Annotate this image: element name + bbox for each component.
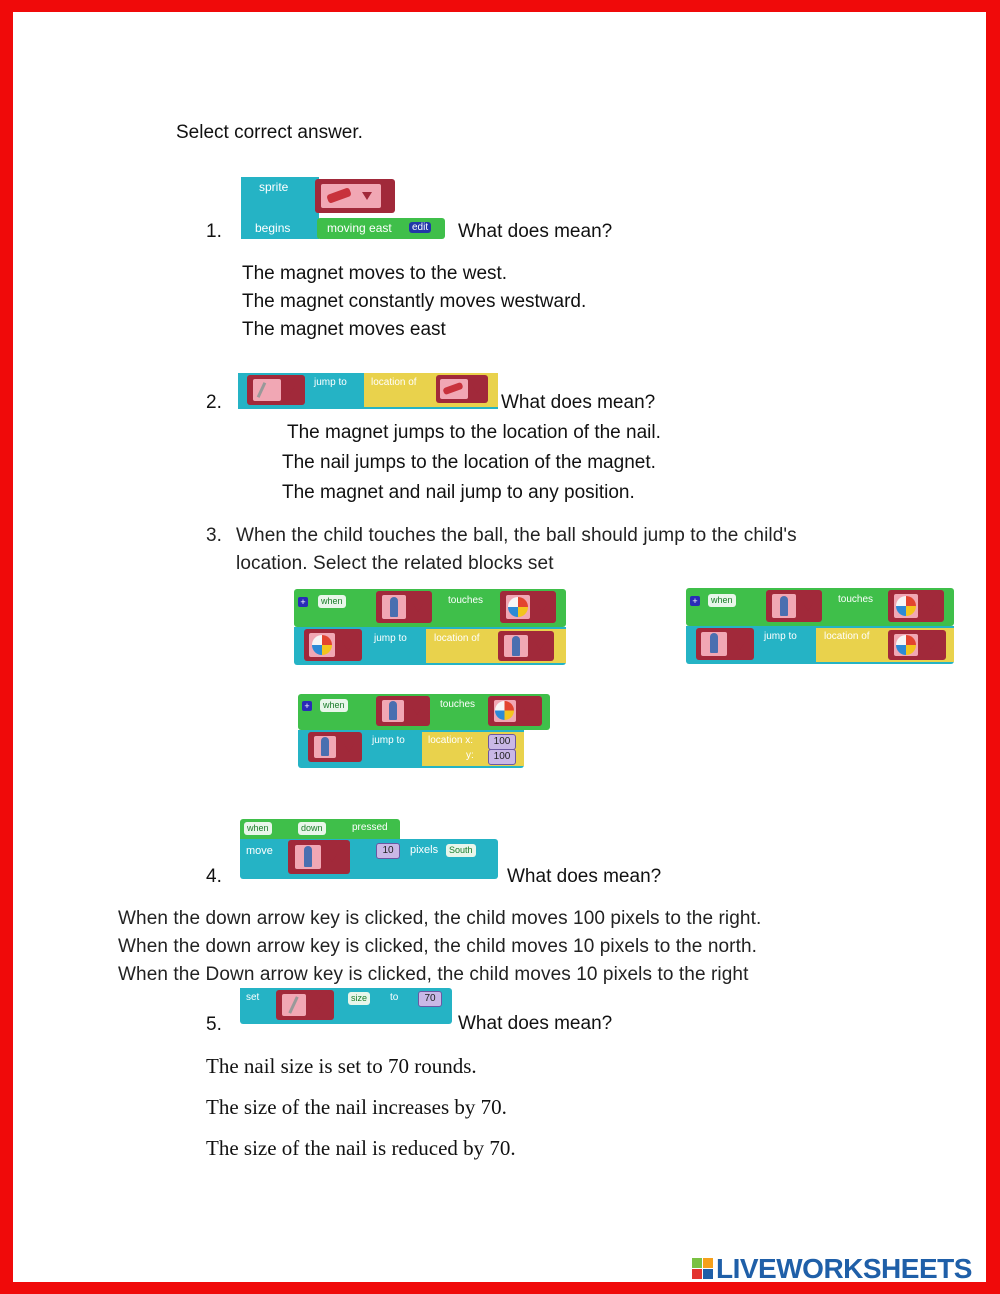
key-dropdown: down: [298, 822, 326, 835]
q1-option-1[interactable]: The magnet moves to the west.: [242, 263, 508, 284]
plus-icon: +: [690, 596, 700, 606]
liveworksheets-logo-icon: [692, 1258, 714, 1280]
instruction-text: Select correct answer.: [176, 122, 363, 143]
location-label: location of: [824, 631, 870, 642]
child-icon: [321, 737, 329, 756]
ball-icon: [495, 701, 514, 720]
when-dropdown: when: [318, 595, 346, 608]
q4-prompt: What does mean?: [507, 866, 662, 887]
child-icon: [390, 597, 398, 617]
touches-label: touches: [448, 595, 484, 606]
q2-number: 2.: [206, 392, 222, 413]
q1-prompt: What does mean?: [458, 221, 613, 242]
q5-number: 5.: [206, 1014, 222, 1035]
q4-option-1[interactable]: When the down arrow key is clicked, the child moves 100 pixels to the right.: [118, 908, 762, 929]
child-icon: [780, 596, 788, 616]
location-x-label: location x:: [428, 735, 474, 746]
q1-begins-label: begins: [255, 221, 291, 235]
plus-icon: +: [302, 701, 312, 711]
touches-label: touches: [838, 594, 874, 605]
q1-number: 1.: [206, 221, 222, 242]
q5-code-block: [240, 988, 452, 1024]
jump-label: jump to: [372, 735, 405, 746]
q2-option-2[interactable]: The nail jumps to the location of the magnet.: [282, 452, 656, 473]
pixels-value-field: 10: [376, 843, 400, 859]
liveworksheets-logo-text: LIVEWORKSHEETS: [716, 1253, 972, 1284]
location-label: location of: [434, 633, 480, 644]
q4-option-3[interactable]: When the Down arrow key is clicked, the child moves 10 pixels to the right: [118, 964, 749, 985]
q2-option-1[interactable]: The magnet jumps to the location of the nail.: [287, 422, 661, 443]
location-y-label: y:: [466, 750, 474, 761]
q3-option-a[interactable]: [294, 589, 568, 667]
q3-text-line1: When the child touches the ball, the ball should jump to the child's: [236, 525, 797, 546]
q2-option-3[interactable]: The magnet and nail jump to any position.: [282, 482, 635, 503]
when-dropdown: when: [708, 594, 736, 607]
jump-label: jump to: [374, 633, 407, 644]
child-icon: [710, 633, 718, 653]
q4-code-block: [240, 819, 500, 881]
when-dropdown: when: [320, 699, 348, 712]
q2-code-block: [238, 373, 498, 409]
touches-label: touches: [440, 699, 476, 710]
jump-label: jump to: [764, 631, 797, 642]
q5-prompt: What does mean?: [458, 1013, 613, 1034]
q1-option-3[interactable]: The magnet moves east: [242, 319, 446, 340]
q5-option-2[interactable]: The size of the nail increases by 70.: [206, 1095, 507, 1119]
q2-jump-label: jump to: [314, 377, 347, 388]
q1-option-2[interactable]: The magnet constantly moves westward.: [242, 291, 587, 312]
ball-icon: [508, 597, 528, 617]
q4-number: 4.: [206, 866, 222, 887]
q1-edit-badge: edit: [409, 222, 431, 233]
pressed-label: pressed: [352, 822, 388, 833]
child-icon: [389, 701, 397, 720]
x-value-field: 100: [488, 734, 516, 750]
ball-icon: [896, 635, 916, 655]
when-dropdown: when: [244, 822, 272, 835]
child-icon: [512, 636, 520, 656]
q3-number: 3.: [206, 525, 223, 546]
ball-icon: [896, 596, 916, 616]
child-icon: [304, 846, 312, 867]
to-label: to: [390, 992, 399, 1003]
q3-option-b[interactable]: [686, 588, 956, 666]
size-dropdown: size: [348, 992, 370, 1005]
q5-option-3[interactable]: The size of the nail is reduced by 70.: [206, 1136, 516, 1160]
q3-text-line2: location. Select the related blocks set: [236, 553, 554, 574]
q1-code-block: [241, 177, 445, 239]
plus-icon: +: [298, 597, 308, 607]
set-label: set: [246, 992, 260, 1003]
y-value-field: 100: [488, 749, 516, 765]
size-value-field: 70: [418, 991, 442, 1007]
move-label: move: [246, 845, 273, 857]
q3-option-c[interactable]: [298, 694, 552, 768]
direction-dropdown: South: [446, 844, 476, 857]
q5-option-1[interactable]: The nail size is set to 70 rounds.: [206, 1054, 477, 1078]
pixels-label: pixels: [410, 844, 439, 856]
q1-sprite-label: sprite: [259, 180, 289, 194]
q2-location-label: location of: [371, 377, 417, 388]
q1-action-label: moving east: [327, 221, 392, 235]
q2-prompt: What does mean?: [501, 392, 656, 413]
ball-icon: [312, 635, 332, 655]
q4-option-2[interactable]: When the down arrow key is clicked, the child moves 10 pixels to the north.: [118, 936, 758, 957]
